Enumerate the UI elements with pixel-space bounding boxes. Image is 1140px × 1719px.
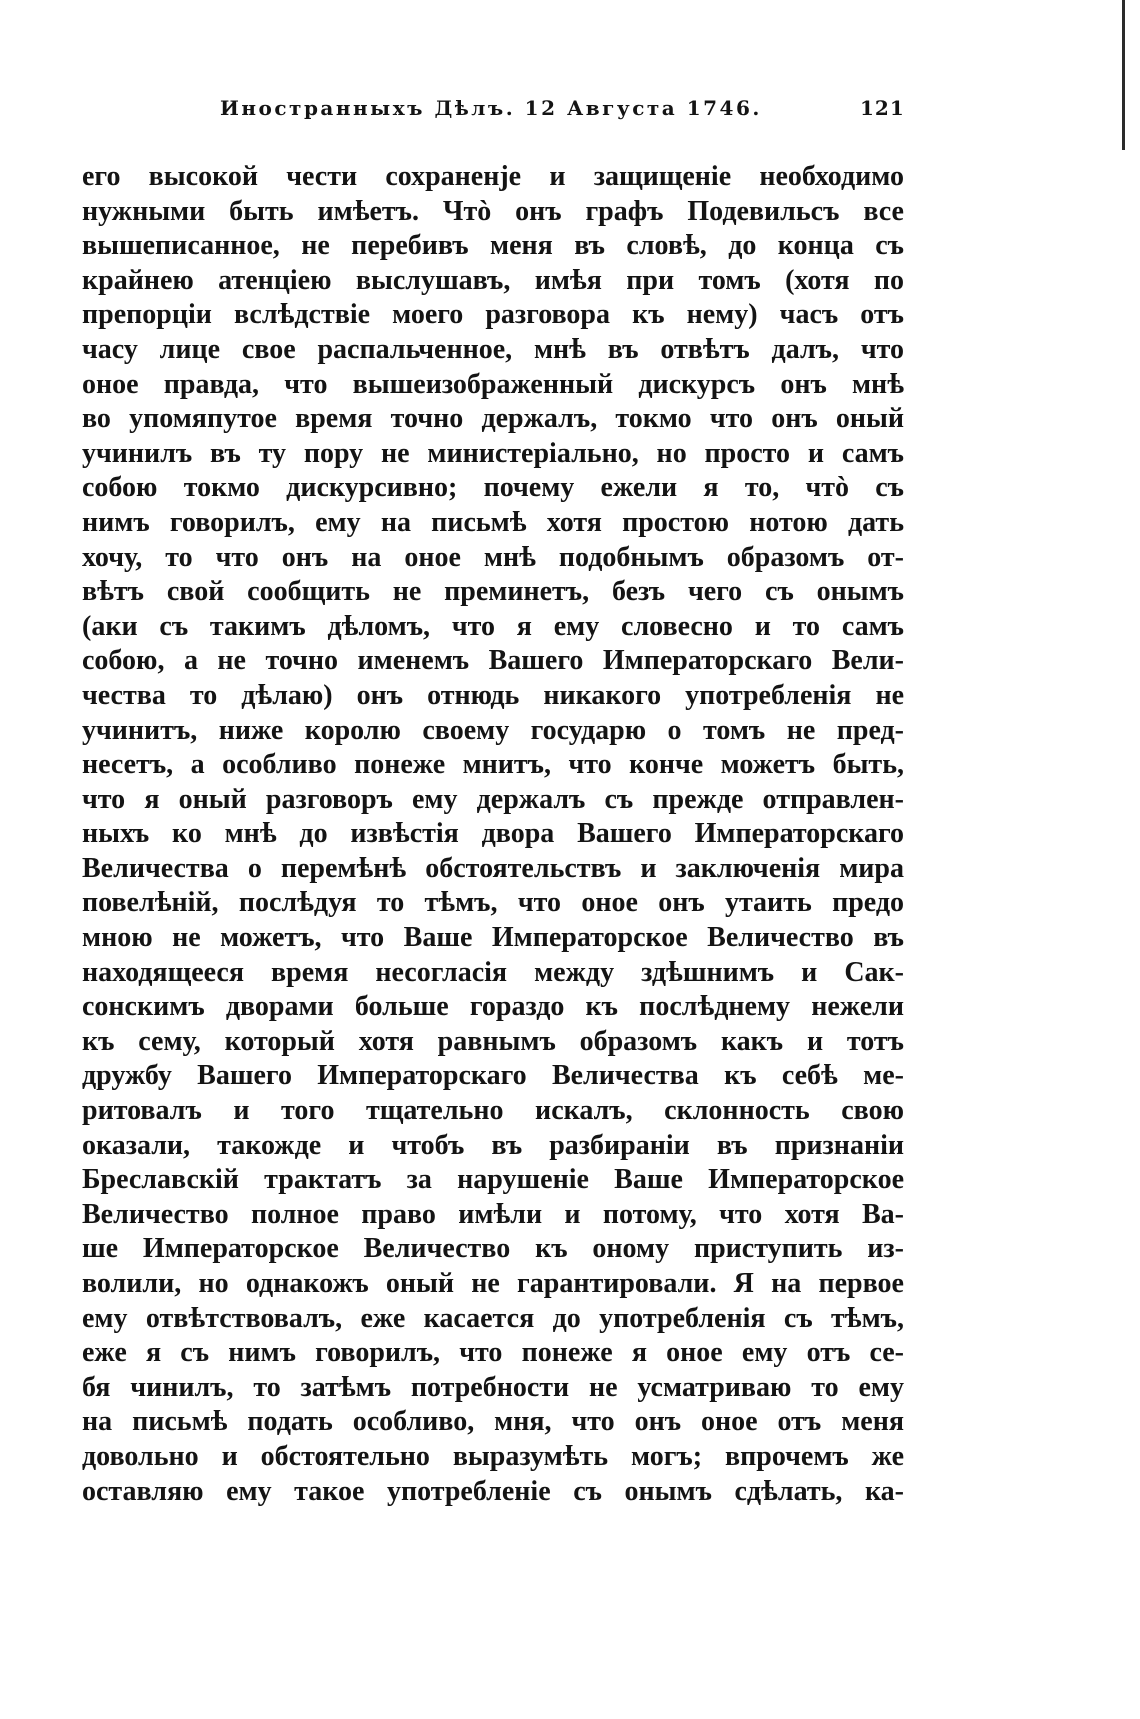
text-line: крайнею атенціею выслушавъ, имѣя при томъ (хотя по [82,264,904,296]
text-line: нужными быть имѣетъ. Чтò онъ графъ Подевильсъ все [82,195,904,227]
text-line: его высокой чести сохраненје и защищеніе необходимо [82,161,904,192]
text-line: Величество полное право имѣли и потому, что хотя Ва- [82,1198,904,1230]
text-line: находящееся время несогласія между здѣшнимъ и Сак- [82,956,904,988]
text-line: ритовалъ и того тщательно искалъ, склонность свою [82,1095,904,1127]
text-line: собою, а не точно именемъ Вашего Императорскаго Вели- [82,645,904,677]
text-line: учинитъ, ниже королю своему государю о томъ не пред- [82,714,904,746]
text-line: ныхъ ко мнѣ до извѣстія двора Вашего Императорскаго [82,818,904,850]
text-line: бя чинилъ, то затѣмъ потребности не усматриваю то ему [82,1371,904,1403]
text-line: Величества о перемѣнѣ обстоятельствъ и заключенія мира [82,852,904,884]
running-head: Иностранныхъ Дѣлъ. 12 Августа 1746. [220,96,762,120]
body-text [82,160,904,1509]
text-line: нимъ говорилъ, ему на письмѣ хотя простою нотою дать [82,506,904,538]
text-line: ему отвѣтствовалъ, еже касается до употребленія съ тѣмъ, [82,1302,904,1334]
text-line: сонскимъ дворами больше гораздо къ послѣднему нежели [82,991,904,1023]
text-line: часу лице свое распальченное, мнѣ въ отвѣтъ далъ, что [82,333,904,365]
text-line: повелѣній, послѣдуя то тѣмъ, что оное онъ утаить предо [82,887,904,919]
text-line: хочу, то что онъ на оное мнѣ подобнымъ образомъ от- [82,541,904,573]
text-line: оное правда, что вышеизображенный дискурсъ онъ мнѣ [82,368,904,400]
text-line: ше Императорское Величество къ оному приступить из- [82,1233,904,1265]
text-line: еже я съ нимъ говорилъ, что понеже я оное ему отъ се- [82,1337,904,1369]
text-line: къ сему, который хотя равнымъ образомъ какъ и тотъ [82,1025,904,1057]
text-line: на письмѣ подать особливо, мня, что онъ оное отъ меня [82,1406,904,1438]
text-line: препорціи вслѣдствіе моего разговора къ нему) часъ отъ [82,299,904,331]
text-line: несетъ, а особливо понеже мнитъ, что конче можетъ быть, [82,749,904,781]
text-line: вышеписанное, не перебивъ меня въ словѣ, до конца съ [82,230,904,262]
page-number: 121 [860,96,905,120]
text-line: Бреславскій трактатъ за нарушеніе Ваше Императорское [82,1164,904,1196]
text-line: довольно и обстоятельно выразумѣть могъ; впрочемъ же [82,1440,904,1472]
text-line: вѣтъ свой сообщить не преминетъ, безъ чего съ онымъ [82,576,904,608]
text-line: оставляю ему такое употребленіе съ онымъ сдѣлать, ка- [82,1475,904,1507]
text-line: во упомяпутое время точно держалъ, токмо что онъ оный [82,403,904,435]
text-line: что я оный разговоръ ему держалъ съ прежде отправлен- [82,783,904,815]
text-line: (аки съ такимъ дѣломъ, что я ему словесно и то самъ [82,610,904,642]
text-line: учинилъ въ ту пору не министеріально, но просто и самъ [82,437,904,469]
text-line: оказали, такожде и чтобъ въ разбираніи въ признаніи [82,1129,904,1161]
page-edge-rule [1122,0,1125,150]
text-line: собою токмо дискурсивно; почему ежели я то, чтò съ [82,472,904,504]
text-line: волили, но однакожъ оный не гарантировали. Я на первое [82,1268,904,1299]
text-line: дружбу Вашего Императорскаго Величества къ себѣ ме- [82,1060,904,1092]
text-line: мною не можетъ, что Ваше Императорское Величество въ [82,922,904,954]
text-line: чества то дѣлаю) онъ отнюдь никакого употребленія не [82,679,904,711]
